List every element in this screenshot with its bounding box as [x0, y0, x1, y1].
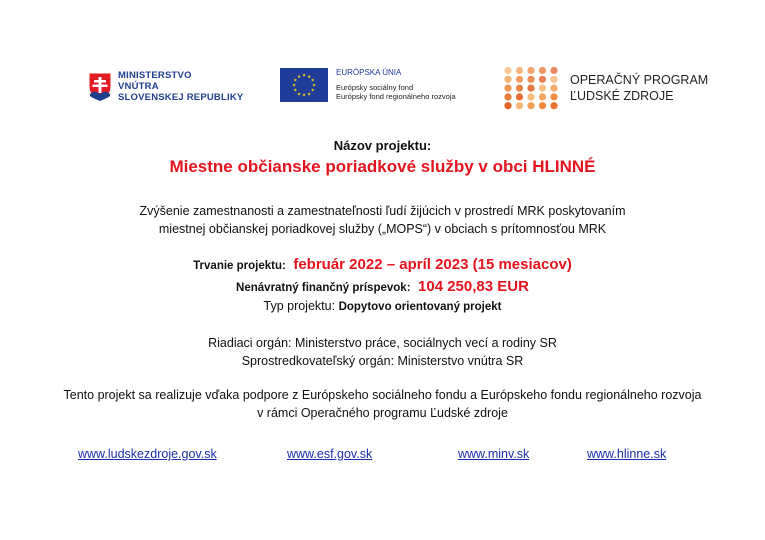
- eu-fund-line: Európsky sociálny fond: [336, 82, 414, 92]
- op-dot-icon: [516, 85, 523, 92]
- link-minv[interactable]: www.minv.sk: [458, 447, 530, 461]
- project-description: [0, 202, 765, 238]
- description-line: Zvýšenie zamestnanosti a zamestnateľnosti ľudí žijúcich v prostredí MRK poskytovaním: [139, 204, 626, 218]
- financing-label: Nenávratný finančný príspevok:: [236, 282, 411, 294]
- type-value: Dopytovo orientovaný projekt: [338, 301, 502, 313]
- op-dot-icon: [550, 93, 557, 100]
- financing-value: 104 250,83 EUR: [418, 278, 529, 295]
- ministry-logo: [88, 70, 243, 103]
- intermediate-body: Sprostredkovateľský orgán: Ministerstvo vnútra SR: [241, 354, 524, 368]
- op-dot-icon: [550, 67, 557, 74]
- logo-bar: [0, 66, 765, 116]
- note-line: Tento projekt sa realizuje vďaka podpore z Európskeho sociálneho fondu a Európskeho fondu regionálneho rozvoja: [63, 388, 702, 402]
- funding-note: [0, 386, 765, 422]
- op-dot-icon: [516, 76, 523, 83]
- project-label: Názov projektu:: [333, 138, 432, 153]
- op-dot-icon: [527, 76, 534, 83]
- op-dot-icon: [527, 93, 534, 100]
- op-dot-icon: [516, 102, 523, 109]
- op-name: [570, 72, 708, 104]
- note-line: v rámci Operačného programu Ľudské zdroje: [257, 406, 508, 420]
- op-dot-icon: [539, 85, 546, 92]
- eu-star-icon: ★: [311, 83, 317, 89]
- ministry-line: VNÚTRA: [118, 81, 159, 92]
- eu-star-icon: ★: [306, 92, 312, 98]
- op-dot-icon: [539, 102, 546, 109]
- eu-flag-icon: [280, 68, 328, 102]
- op-line: ĽUDSKÉ ZDROJE: [570, 89, 674, 103]
- eu-star-icon: ★: [293, 88, 298, 94]
- link-bar: [0, 447, 765, 467]
- op-dot-icon: [527, 102, 534, 109]
- op-dot-icon: [550, 85, 557, 92]
- eu-text: [336, 68, 456, 102]
- ministry-line: MINISTERSTVO: [118, 70, 192, 81]
- project-authorities: [0, 334, 765, 370]
- eu-star-icon: ★: [310, 88, 315, 94]
- eu-star-icon: ★: [310, 78, 315, 84]
- op-dot-icon: [504, 67, 511, 74]
- project-title: Miestne občianske poriadkové služby v obci HLINNÉ: [169, 157, 596, 176]
- eu-star-icon: ★: [296, 74, 302, 80]
- managing-authority: Riadiaci orgán: Ministerstvo práce, sociálnych vecí a rodiny SR: [208, 336, 557, 350]
- project-duration: [0, 256, 765, 273]
- eu-star-icon: ★: [301, 73, 307, 79]
- ministry-line: SLOVENSKEJ REPUBLIKY: [118, 92, 244, 103]
- project-type: [0, 299, 765, 313]
- eu-star-icon: ★: [293, 78, 298, 84]
- op-logo: [503, 66, 708, 110]
- op-dot-icon: [539, 67, 546, 74]
- op-dot-icon: [504, 76, 511, 83]
- op-dot-icon: [527, 85, 534, 92]
- eu-logo: [280, 68, 456, 102]
- op-dot-icon: [539, 93, 546, 100]
- op-dot-icon: [504, 93, 511, 100]
- link-ludskezdroje[interactable]: www.ludskezdroje.gov.sk: [78, 447, 217, 461]
- op-dot-icon: [550, 102, 557, 109]
- eu-star-icon: ★: [296, 92, 302, 98]
- project-financing: [0, 278, 765, 295]
- eu-star-icon: ★: [291, 83, 297, 89]
- slovak-coat-of-arms-icon: [88, 72, 112, 102]
- link-esf[interactable]: www.esf.gov.sk: [287, 447, 373, 461]
- op-dot-icon: [539, 76, 546, 83]
- op-dot-icon: [504, 85, 511, 92]
- eu-title: EURÓPSKA ÚNIA: [336, 68, 402, 78]
- link-hlinne[interactable]: www.hlinne.sk: [587, 447, 667, 461]
- op-dot-icon: [550, 76, 557, 83]
- ministry-name: [118, 70, 243, 103]
- op-dot-icon: [516, 67, 523, 74]
- eu-star-icon: ★: [306, 74, 312, 80]
- op-dot-icon: [527, 67, 534, 74]
- type-label: Typ projektu:: [263, 299, 336, 313]
- description-line: miestnej občianskej poriadkovej služby („MOPS“) v obciach s prítomnosťou MRK: [158, 222, 607, 236]
- dot-grid-icon: [503, 66, 559, 110]
- op-dot-icon: [504, 102, 511, 109]
- duration-label: Trvanie projektu:: [193, 260, 286, 272]
- op-dot-icon: [516, 93, 523, 100]
- eu-fund-line: Európsky fond regionálneho rozvoja: [336, 92, 456, 102]
- eu-star-icon: ★: [301, 93, 307, 99]
- op-line: OPERAČNÝ PROGRAM: [570, 73, 709, 87]
- duration-value: február 2022 – apríl 2023 (15 mesiacov): [293, 256, 572, 273]
